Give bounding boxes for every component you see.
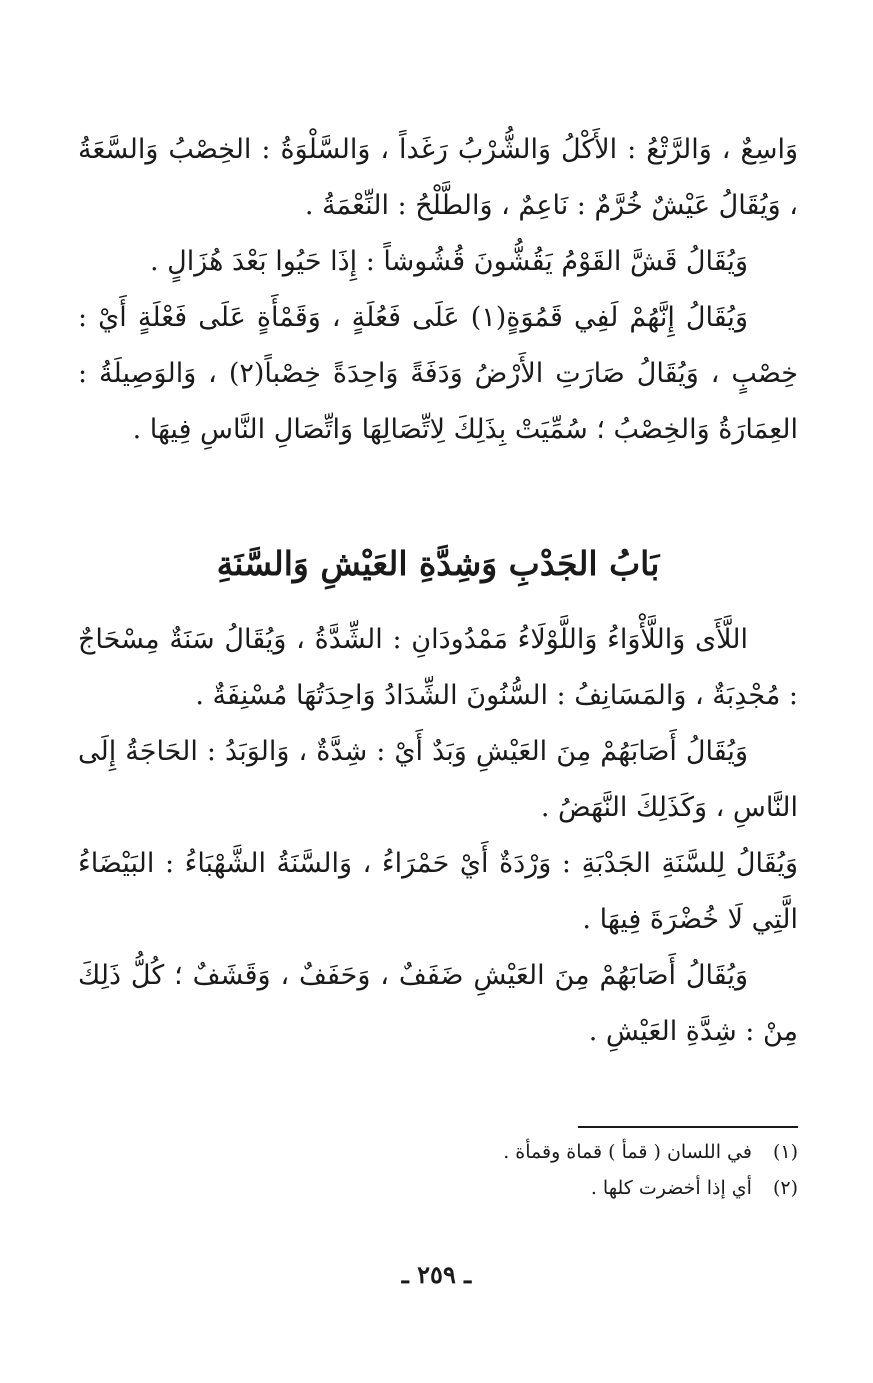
body-text-section	[78, 612, 798, 1060]
footnote-text: في اللسان ( قمأ ) قماة وقمأة .	[503, 1141, 752, 1163]
page-number: ـ ٢٥٩ ـ	[401, 1260, 472, 1289]
footnote	[78, 1170, 798, 1206]
paragraph: وَيُقَالُ إِنَّهُمْ لَفِي قَمُوَةٍ(١) عَلَى فَعُلَةٍ ، وَقَمْأَةٍ عَلَى فَعْلَةٍ أَيْ : خِصْبٍ ، وَيُقَالُ صَارَتِ الأَرْضُ وَدَفَةً وَاحِدَةً خِصْباً(٢) ، وَالوَصِيلَةُ : العِمَارَةُ وَالخِصْبُ ؛ سُمِّيَتْ بِذَلِكَ لِاتِّصَالِهَا وَاتِّصَالِ النَّاسِ فِيهَا .	[78, 302, 798, 445]
footnote-text: أي إذا أخضرت كلها .	[590, 1177, 752, 1199]
paragraph: وَيُقَالُ أَصَابَهُمْ مِنَ العَيْشِ وَبَدٌ أَيْ : شِدَّةٌ ، وَالوَبَدُ : الحَاجَةُ إِلَى النَّاسِ ، وَكَذَلِكَ النَّهَضُ .	[78, 736, 798, 823]
paragraph: وَاسِعٌ ، وَالرَّتْعُ : الأَكْلُ وَالشُّرْبُ رَغَداً ، وَالسَّلْوَةُ : الخِصْبُ وَالسَّعَةُ ، وَيُقَالُ عَيْشٌ خُرَّمٌ : نَاعِمٌ ، وَالطَّلْحُ : النِّعْمَةُ .	[78, 134, 798, 221]
footnote-number: (١)	[772, 1141, 798, 1163]
paragraph: اللَّأَى وَاللَّأْوَاءُ وَاللَّوْلَاءُ مَمْدُودَانِ : الشِّدَّةُ ، وَيُقَالُ سَنَةٌ مِسْحَاجٌ : مُجْدِبَةٌ ، وَالمَسَانِفُ : السُّنُونَ الشِّدَادُ وَاحِدَتُهَا مُسْنِفَةٌ .	[78, 624, 798, 711]
footnote-divider	[578, 1126, 798, 1128]
footnotes	[78, 1134, 798, 1206]
paragraph: وَيُقَالُ قَشَّ القَوْمُ يَقُشُّونَ قُشُوشاً : إِذَا حَيُوا بَعْدَ هُزَالٍ .	[149, 246, 748, 277]
section-heading: بَابُ الجَدْبِ وَشِدَّةِ العَيْشِ وَالسَّنَةِ	[216, 544, 660, 583]
body-text-top	[78, 122, 798, 458]
paragraph: وَيُقَالُ لِلسَّنَةِ الجَدْبَةِ : وَرْدَةٌ أَيْ حَمْرَاءُ ، وَالسَّنَةُ الشَّهْبَاءُ : البَيْضَاءُ الَّتِي لَا خُضْرَةَ فِيهَا .	[78, 848, 798, 935]
paragraph: وَيُقَالُ أَصَابَهُمْ مِنَ العَيْشِ ضَفَفٌ ، وَحَفَفٌ ، وَقَشَفٌ ؛ كُلُّ ذَلِكَ مِنْ : شِدَّةِ العَيْشِ .	[78, 960, 798, 1047]
footnote	[78, 1134, 798, 1170]
footnote-number: (٢)	[772, 1177, 798, 1199]
